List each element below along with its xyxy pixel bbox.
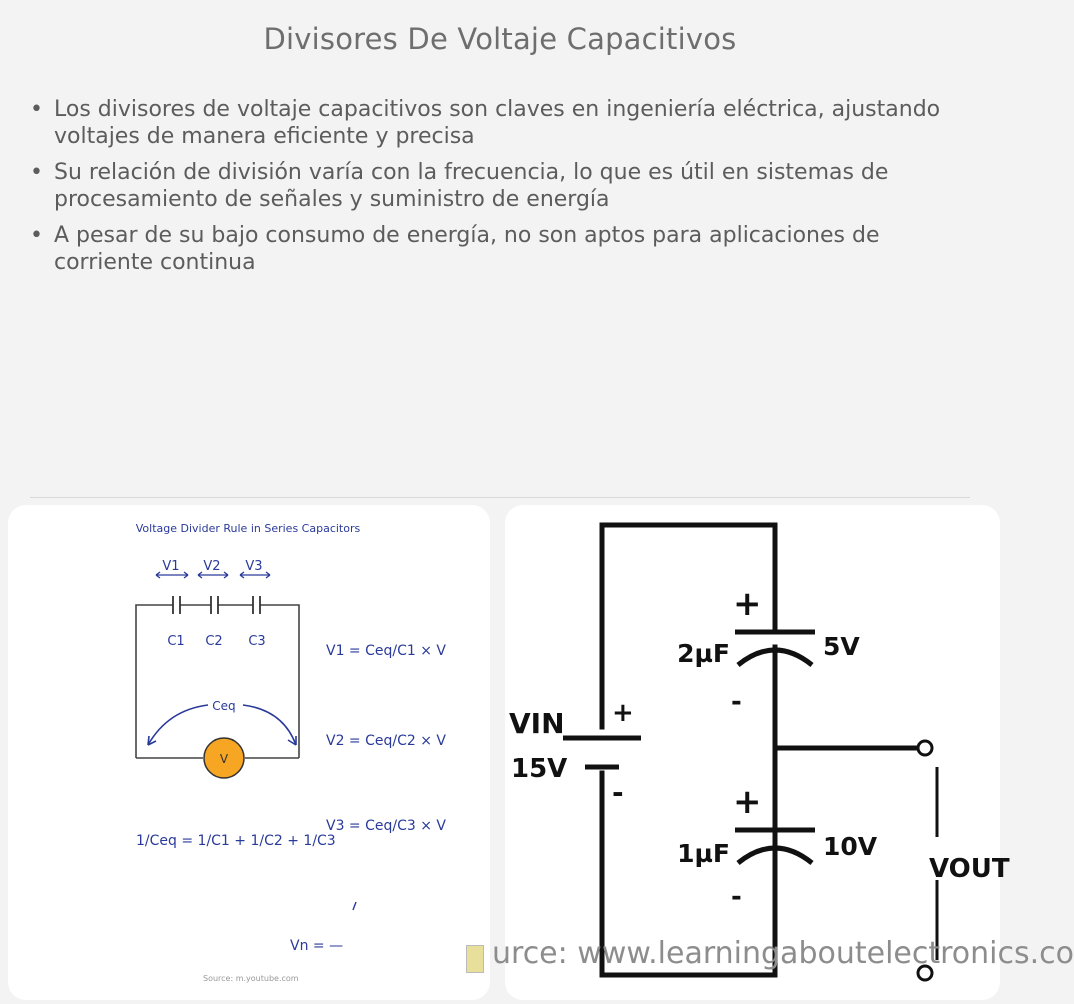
v1-label: V1 — [162, 559, 180, 574]
source-watermark: urce: www.learningaboutelectronics.co — [492, 936, 1074, 971]
vin-label: VIN — [509, 707, 565, 740]
right-figure-panel — [505, 505, 1010, 1000]
v2-label: V2 — [203, 559, 221, 574]
left-figure-panel — [8, 505, 490, 1000]
formula-v1: V1 = Ceq/C1 × V — [326, 643, 446, 659]
output-terminal-top — [918, 741, 932, 755]
v3-label: V3 — [245, 559, 263, 574]
bullet-item — [30, 96, 980, 150]
bullet-text: Su relación de división varía con la frecuencia, lo que es útil en sistemas de procesamiento de señales y suministro de energía — [54, 160, 889, 212]
ceq-label: Ceq — [212, 699, 236, 713]
formula-vn: Vn = — — [290, 938, 344, 954]
battery-plates — [563, 738, 641, 767]
cap-top-plus: + — [733, 584, 762, 624]
bullet-list — [30, 96, 980, 285]
circuit-wires — [136, 605, 299, 758]
cap-top-voltage: 5V — [823, 632, 860, 661]
c3-label: C3 — [248, 634, 266, 649]
vin-value: 15V — [511, 754, 568, 784]
formula-v2: V2 = Ceq/C2 × V — [326, 733, 446, 749]
thumbnail-icon — [466, 945, 484, 973]
cap-bottom-minus: - — [731, 882, 742, 912]
series-capacitor-diagram — [8, 505, 490, 1000]
source-caption: Source: m.youtube.com — [203, 974, 299, 983]
vout-label: VOUT — [929, 854, 1010, 884]
cap-top-label: 2µF — [677, 639, 730, 668]
cap-bottom-voltage: 10V — [823, 832, 878, 861]
cap-bottom-plus: + — [733, 782, 762, 822]
section-divider — [30, 497, 970, 498]
page-title: Divisores De Voltaje Capacitivos — [263, 22, 737, 56]
voltmeter-label: V — [219, 752, 229, 766]
c2-label: C2 — [205, 634, 223, 649]
capacitive-divider-circuit — [505, 505, 1010, 1000]
c1-label: C1 — [167, 634, 185, 649]
bullet-item — [30, 159, 980, 213]
cap-top-minus: - — [731, 687, 742, 717]
bullet-text: Los divisores de voltaje capacitivos son claves en ingeniería eléctrica, ajustando voltajes de manera eficiente y precisa — [54, 97, 941, 149]
bullet-item — [30, 222, 980, 276]
formula-v3: V3 = Ceq/C3 × V — [326, 818, 446, 834]
battery-plus: + — [612, 698, 634, 728]
series-formula: 1/Ceq = 1/C1 + 1/C2 + 1/C3 — [136, 833, 336, 849]
bullet-text: A pesar de su bajo consumo de energía, no son aptos para aplicaciones de corriente continua — [54, 223, 880, 275]
bullet-marker: • — [30, 97, 43, 122]
bullet-marker: • — [30, 223, 43, 248]
bullet-marker: • — [30, 160, 43, 185]
figure-heading: Voltage Divider Rule in Series Capacitors — [135, 522, 361, 535]
dot-mark — [353, 902, 356, 910]
battery-minus: - — [612, 776, 624, 809]
cap-bottom-label: 1µF — [677, 839, 730, 868]
